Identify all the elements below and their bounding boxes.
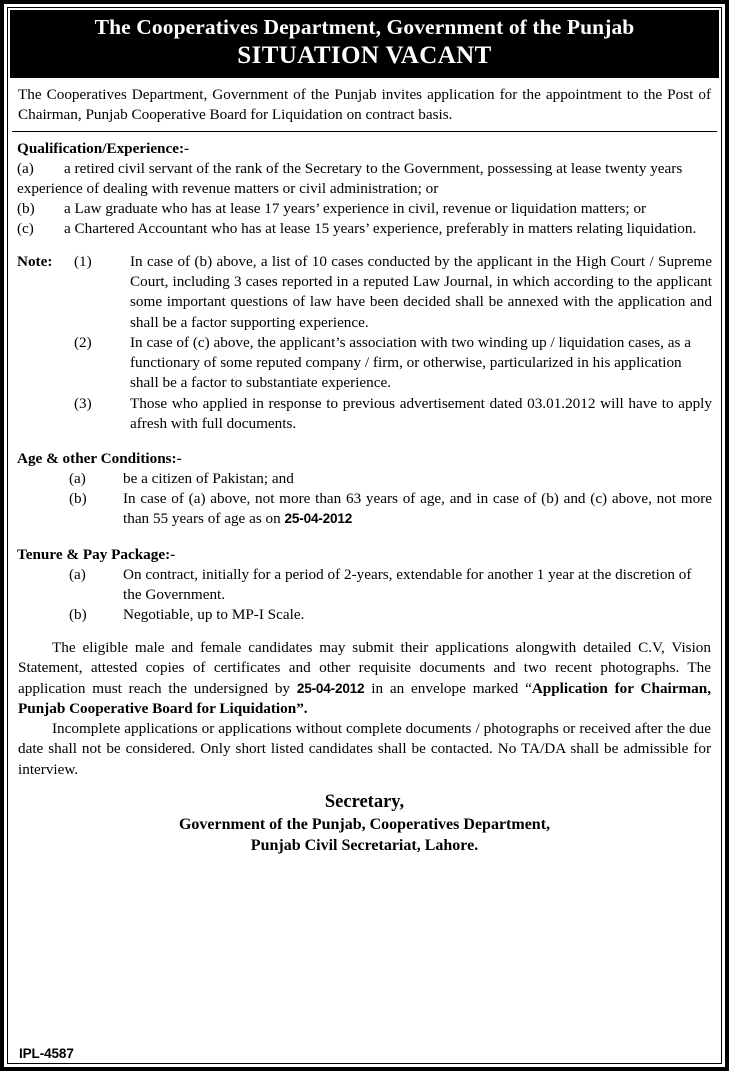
signature-block [17, 790, 712, 857]
list-item [74, 333, 712, 394]
list-item [17, 565, 712, 605]
application-deadline-date: 25-04-2012 [296, 680, 365, 696]
advertisement-inner [7, 7, 722, 1064]
application-paragraph [18, 638, 711, 719]
list-item [17, 489, 712, 529]
note-marker: (3) [74, 394, 92, 412]
clause-marker: (b) [69, 490, 87, 508]
age-conditions-list [17, 469, 712, 530]
note-text: Those who applied in response to previous advertisement dated 03.01.2012 will have to apply afresh with full documents. [130, 394, 712, 432]
clause-text [123, 489, 712, 529]
clause-marker: (c) [17, 219, 34, 237]
clause-marker: (b) [17, 199, 35, 217]
clause-text: a Law graduate who has at lease 17 years’ experience in civil, revenue or liquidation matters; or [64, 199, 647, 217]
note-marker: (1) [74, 252, 92, 270]
spacer [17, 625, 712, 638]
intro-paragraph: The Cooperatives Department, Government of the Punjab invites application for the appointment to the Post of Chairman, Punjab Cooperative Board for Liquidation on contract basis. [18, 86, 711, 123]
list-item [17, 469, 712, 489]
clause-text: a Chartered Accountant who has at lease 15 years’ experience, preferably in matters relating liquidation. [64, 219, 697, 237]
list-item [17, 199, 712, 219]
clause-marker: (a) [69, 565, 86, 583]
signatory-address: Punjab Civil Secretariat, Lahore. [250, 837, 479, 855]
qualification-heading: Qualification/Experience:- [17, 139, 190, 157]
qualification-list [17, 159, 712, 239]
note-text: In case of (c) above, the applicant’s association with two winding up / liquidation cases, as a functionary of some reputed company / firm, or otherwise, particularized in his application shall be a factor to substantiate experience. [130, 333, 691, 392]
department-title: The Cooperatives Department, Government of the Punjab [94, 15, 635, 39]
clause-text-lead: In case of (a) above, not more than 63 years of age, and in case of (b) and (c) above, not more than 55 years of age as on [123, 490, 712, 528]
spacer [17, 530, 712, 545]
note-label: Note: [17, 252, 53, 270]
note-section [17, 252, 712, 434]
clause-marker: (b) [69, 606, 87, 624]
list-item [74, 252, 712, 333]
application-text-part3: ”. [296, 699, 308, 717]
note-list [74, 252, 712, 434]
list-item [74, 394, 712, 434]
reference-code: IPL-4587 [19, 1046, 74, 1061]
envelope-marking-text: Application for Chairman, Punjab Cooperative Board for Liquidation [18, 679, 712, 717]
spacer [17, 239, 712, 252]
note-marker: (2) [74, 333, 92, 351]
list-item [17, 605, 712, 625]
clause-text: a retired civil servant of the rank of the Secretary to the Government, possessing at lease twenty years experience of dealing with revenue matters or civil administration; or [17, 159, 683, 197]
clause-marker: (a) [69, 469, 86, 487]
note-text: In case of (b) above, a list of 10 cases conducted by the applicant in the High Court / Supreme Court, including 3 cases reported in a reputed Law Journal, in which according to the applicant some important questions of law have been decided shall be annexed with the application and shall be a factor supporting experience. [130, 252, 712, 331]
situation-vacant-title: SITUATION VACANT [237, 42, 492, 70]
signatory-title: Secretary, [324, 791, 405, 812]
clause-marker: (a) [17, 159, 34, 177]
age-conditions-heading: Age & other Conditions:- [17, 449, 182, 467]
signatory-organization: Government of the Punjab, Cooperatives Department, [178, 815, 551, 833]
list-item [17, 159, 712, 199]
tenure-heading: Tenure & Pay Package:- [17, 545, 176, 563]
application-text-part1: The eligible male and female candidates may submit their applications alongwith detailed C.V, Vision Statement, attested copies of certificates and other requisite documents and two recent photographs. The application must reach the undersigned by [18, 639, 711, 697]
footer [17, 1046, 712, 1063]
age-cutoff-date: 25-04-2012 [284, 511, 353, 527]
header-divider [12, 131, 717, 132]
application-text-part2: in an envelope marked “ [364, 679, 532, 697]
spacer [17, 434, 712, 449]
list-item [17, 219, 712, 239]
clause-text: Negotiable, up to MP-I Scale. [123, 606, 305, 624]
header-banner [10, 10, 719, 78]
advertisement-body [8, 78, 721, 1063]
tenure-list [17, 565, 712, 626]
incomplete-applications-paragraph: Incomplete applications or applications without complete documents / photographs or received after the due date shall not be considered. Only short listed candidates shall be contacted. No TA/DA shall be admissible for interview. [18, 720, 711, 778]
clause-text: be a citizen of Pakistan; and [123, 469, 294, 487]
clause-text: On contract, initially for a period of 2-years, extendable for another 1 year at the discretion of the Government. [123, 565, 692, 603]
